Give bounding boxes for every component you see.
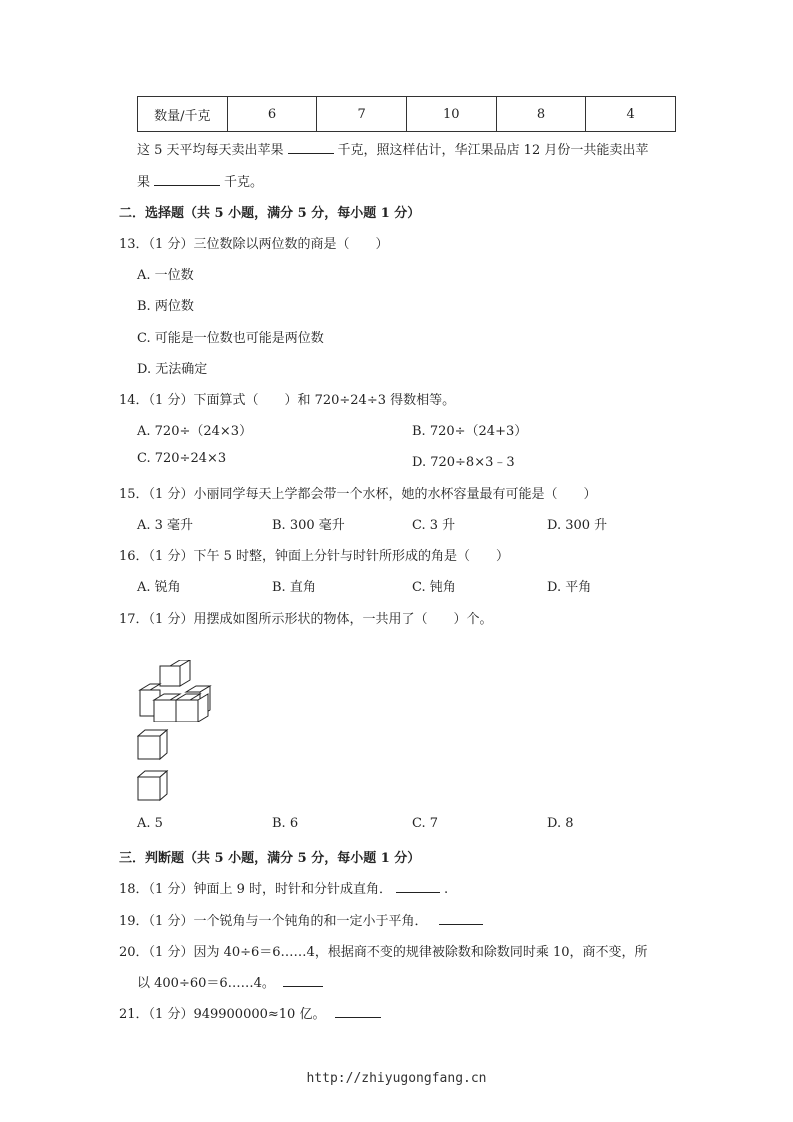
q14-option-c[interactable]: C. 720÷24×3 bbox=[137, 451, 227, 466]
q12-text-c: 果 bbox=[137, 175, 151, 190]
q20-stem: 以 400÷60＝6……4。 bbox=[137, 976, 275, 991]
q13-option-c[interactable]: C. 可能是一位数也可能是两位数 bbox=[137, 331, 324, 346]
q17-option-c[interactable]: C. 7 bbox=[412, 816, 439, 831]
section-heading-judge: 三．判断题（共 5 小题，满分 5 分，每小题 1 分） bbox=[119, 851, 421, 866]
q16-option-d[interactable]: D. 平角 bbox=[547, 580, 592, 595]
q15-stem: 15．（1 分）小丽同学每天上学都会带一个水杯，她的水杯容量最有可能是（ ） bbox=[119, 487, 597, 502]
q12-line2 bbox=[137, 171, 263, 190]
q17-option-a[interactable]: A. 5 bbox=[137, 816, 163, 831]
q14-option-d[interactable]: D. 720÷8×3﹣3 bbox=[412, 455, 515, 470]
table-header-cell: 数量/千克 bbox=[138, 97, 228, 132]
q20-line1: 20．（1 分）因为 40÷6＝6……4，根据商不变的规律被除数和除数同时乘 10，商不变，所 bbox=[119, 945, 648, 960]
q16-option-a[interactable]: A. 锐角 bbox=[137, 580, 181, 595]
q14-option-b[interactable]: B. 720÷（24+3） bbox=[412, 424, 528, 439]
q13-option-d[interactable]: D. 无法确定 bbox=[137, 362, 208, 377]
q12-text-a: 这 5 天平均每天卖出苹果 bbox=[137, 143, 284, 158]
q16-option-c[interactable]: C. 钝角 bbox=[412, 580, 456, 595]
q19-stem: 19．（1 分）一个锐角与一个钝角的和一定小于平角． bbox=[119, 914, 428, 929]
q18 bbox=[119, 878, 448, 897]
answer-blank[interactable] bbox=[396, 880, 440, 893]
cube-icon bbox=[160, 660, 190, 686]
table-cell: 6 bbox=[227, 97, 317, 132]
q13-option-a[interactable]: A. 一位数 bbox=[137, 268, 194, 283]
q12-text-b: 千克，照这样估计，华江果品店 12 月份一共能卖出苹 bbox=[337, 143, 649, 158]
q12-text-d: 千克。 bbox=[224, 175, 264, 190]
cube-icon bbox=[176, 694, 208, 722]
cube-icon bbox=[137, 729, 171, 761]
q19 bbox=[119, 910, 487, 929]
q13-option-b[interactable]: B. 两位数 bbox=[137, 299, 194, 314]
q12-line1 bbox=[137, 139, 648, 158]
q17-stem: 17．（1 分）用摆成如图所示形状的物体，一共用了（ ）个。 bbox=[119, 612, 493, 627]
q18-stem: 18．（1 分）钟面上 9 时，时针和分针成直角． bbox=[119, 882, 392, 897]
table-cell: 4 bbox=[586, 97, 676, 132]
section-heading-choice: 二．选择题（共 5 小题，满分 5 分，每小题 1 分） bbox=[119, 206, 421, 221]
q15-option-b[interactable]: B. 300 毫升 bbox=[272, 518, 345, 533]
table-cell: 10 bbox=[406, 97, 496, 132]
q15-option-d[interactable]: D. 300 升 bbox=[547, 518, 608, 533]
q20-line2 bbox=[137, 972, 327, 991]
footer-url[interactable]: http://zhiyugongfang.cn bbox=[306, 1071, 487, 1086]
q16-option-b[interactable]: B. 直角 bbox=[272, 580, 316, 595]
q18-end: . bbox=[443, 882, 449, 897]
answer-blank[interactable] bbox=[335, 1005, 381, 1018]
q14-option-a[interactable]: A. 720÷（24×3） bbox=[137, 424, 253, 439]
table-cell: 7 bbox=[317, 97, 407, 132]
q17-option-d[interactable]: D. 8 bbox=[547, 816, 574, 831]
cube-icon bbox=[137, 770, 171, 802]
answer-blank[interactable] bbox=[283, 974, 323, 987]
q14-stem: 14．（1 分）下面算式（ ）和 720÷24÷3 得数相等。 bbox=[119, 393, 456, 408]
answer-blank[interactable] bbox=[288, 141, 334, 154]
answer-blank[interactable] bbox=[439, 912, 483, 925]
q16-stem: 16．（1 分）下午 5 时整，钟面上分针与时针所形成的角是（ ） bbox=[119, 549, 509, 564]
q13-stem: 13．（1 分）三位数除以两位数的商是（ ） bbox=[119, 237, 389, 252]
q15-option-a[interactable]: A. 3 毫升 bbox=[137, 518, 194, 533]
cube-stack-figure bbox=[134, 660, 218, 722]
table-cell: 8 bbox=[496, 97, 586, 132]
q21-stem: 21．（1 分）949900000≈10 亿。 bbox=[119, 1007, 326, 1022]
sales-table bbox=[137, 96, 676, 132]
q17-option-b[interactable]: B. 6 bbox=[272, 816, 299, 831]
q21 bbox=[119, 1003, 385, 1022]
answer-blank[interactable] bbox=[154, 173, 220, 186]
table-row bbox=[138, 97, 676, 132]
q15-option-c[interactable]: C. 3 升 bbox=[412, 518, 456, 533]
